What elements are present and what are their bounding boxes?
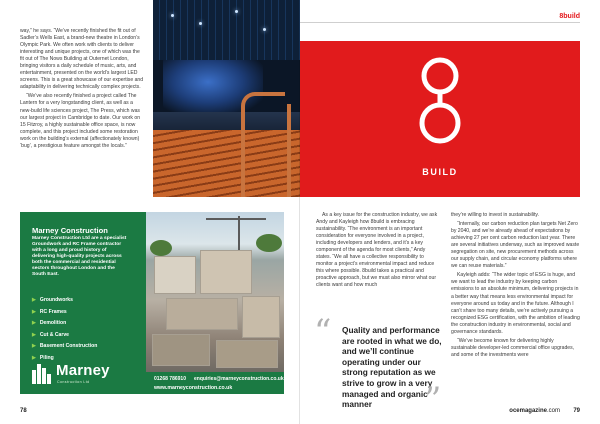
building-block	[216, 340, 278, 368]
service-item	[32, 307, 97, 319]
magazine-website[interactable]	[509, 408, 560, 414]
marney-logo-subtitle: Construction Ltd	[57, 380, 90, 384]
building-block	[154, 256, 196, 294]
right-body-paragraph: “Internally, our carbon reduction plan targets Net Zero by 2040, and we’re already ahead of expectations by achieving 27 per cent carbon reduction last year. There are several initiatives underway, such as improved waste segregation on site, new procurement methods across our supply chain, and circular economy platforms where we can reuse materials.”	[451, 221, 580, 270]
service-label: Basement Construction	[39, 343, 98, 350]
advert-contact-bar	[146, 372, 284, 394]
building-block	[166, 298, 238, 330]
service-label: Groundworks	[39, 297, 73, 303]
right-body-paragraph: Kayleigh adds: “The wider topic of ESG is huge, and we want to lead the industry by keeping carbon emissions to an absolute minimum, delivering projects in a better way that means less environmental impact for everyone around us today and in the future. Although I can’t share too many details, we’re actively pursuing a recognized ESG certification, with the ambition of leading the construction industry in environmental, social and governance standards.	[451, 272, 580, 335]
service-item	[32, 330, 97, 342]
construction-site-photo	[146, 212, 284, 372]
right-body-paragraph: “We’ve become known for delivering highly sustainable developer-led commercial office upgrades, and some of the investments were	[451, 337, 575, 358]
page-number-right: 79	[573, 408, 580, 414]
tree	[256, 234, 282, 252]
right-body-column-1	[316, 212, 440, 292]
right-body-paragraph: As a key issue for the construction industry, we ask Andy and Kayleigh how 8build is embracing sustainability. “The environment is an important consideration for everyone involved in a project, including developers and lenders, and it’s a key component of the agenda for most clients,” Andy states. “We all have a collective responsibility to monitor a project’s environmental impact and reduce this where possible. 8build takes a practical and proactive approach, but we must also mirror what our clients want and how much	[316, 212, 438, 289]
advert-email[interactable]: enquiries@marneyconstruction.co.uk	[194, 376, 284, 382]
left-body-paragraph: way,” he says. “We’ve recently finished the fit out of Sadler’s Wells East, a brand-new theatre in London’s Olympic Park. We often work with clients to deliver interesting and unique projects, one of which was the fit out of The Nows Building at Outernet London, bringing visitors a daily schedule of music, arts, and entertainment, presented on the world’s largest LED screens. This is a great showcase of our expertise and adaptability in delivering technically complex projects.	[20, 28, 144, 91]
marney-advert[interactable]	[20, 212, 284, 394]
marney-logo-mark-icon	[32, 364, 52, 384]
service-label: Cut & Carve	[39, 331, 70, 338]
quote-open-icon: “	[314, 312, 332, 352]
handrail	[287, 104, 299, 197]
handrail	[241, 92, 285, 197]
site-domain: .com	[546, 408, 560, 414]
section-brand-tag: 8build	[559, 13, 580, 20]
service-label: Demolition	[39, 320, 67, 327]
chevron-right-icon: ▶	[32, 331, 36, 338]
chevron-right-icon: ▶	[32, 354, 36, 361]
stage-light	[263, 28, 266, 31]
marney-logo-name: Marney	[56, 362, 110, 379]
8build-logo-wordmark: BUILD	[422, 167, 458, 177]
lighting-grid	[153, 0, 300, 60]
service-label: Piling	[39, 354, 54, 361]
advert-services-list	[32, 295, 97, 365]
left-body-paragraph: “We’ve also recently finished a project called The Lantern for a very longstanding client, as well as a new-build life sciences project, The Press, which was our largest project in Cambridge to date. Our work on 15 Fitzroy, a highly sustainable office space, is now complete, and this project included some restoration work on the building’s external (affectionately known) ‘bug’, a prestigious feature amongst the locals.”	[20, 93, 141, 149]
marney-logo	[32, 362, 132, 390]
service-item	[32, 318, 97, 330]
building-block	[242, 296, 280, 338]
right-body-column-2	[451, 212, 580, 361]
service-item	[32, 341, 97, 353]
stage-light	[235, 10, 238, 13]
tree	[150, 240, 172, 256]
service-item	[32, 295, 97, 307]
8build-logo-icon	[418, 47, 462, 155]
chevron-right-icon: ▶	[32, 297, 36, 303]
advert-title: Marney Construction	[32, 226, 108, 235]
advert-intro: Marney Construction Ltd are a specialist Groundwork and RC Frame contractor with a long and proud history of delivering high-quality projects across both the commercial and residential sectors throughout London and the South East.	[32, 236, 127, 277]
8build-logo-panel	[300, 41, 580, 197]
building-block	[152, 334, 210, 366]
theatre-interior-photo	[153, 0, 300, 197]
site-name: ocemagazine	[509, 408, 547, 414]
page-number-left: 78	[20, 408, 27, 414]
building-block	[200, 250, 252, 294]
chevron-right-icon: ▶	[32, 320, 36, 327]
header-rule	[300, 22, 580, 23]
quote-close-icon: ”	[424, 380, 442, 420]
advert-website[interactable]: www.marneyconstruction.co.uk	[154, 385, 233, 391]
left-body-column	[20, 28, 144, 152]
chevron-right-icon: ▶	[32, 308, 36, 315]
service-label: RC Frames	[39, 308, 67, 315]
right-body-paragraph: they’re willing to invest in sustainability.	[451, 212, 539, 218]
crane-jib	[206, 218, 266, 220]
stage-light	[171, 14, 174, 17]
advert-phone[interactable]: 01268 786910	[154, 376, 186, 382]
stage-light	[199, 22, 202, 25]
pull-quote-text: Quality and performance are rooted in what we do, and we’ll continue operating under our strong reputation as we strive to grow in a very managed and organic manner	[342, 325, 442, 410]
chevron-right-icon: ▶	[32, 343, 36, 350]
advert-green-panel	[20, 212, 146, 394]
right-page	[300, 0, 600, 424]
